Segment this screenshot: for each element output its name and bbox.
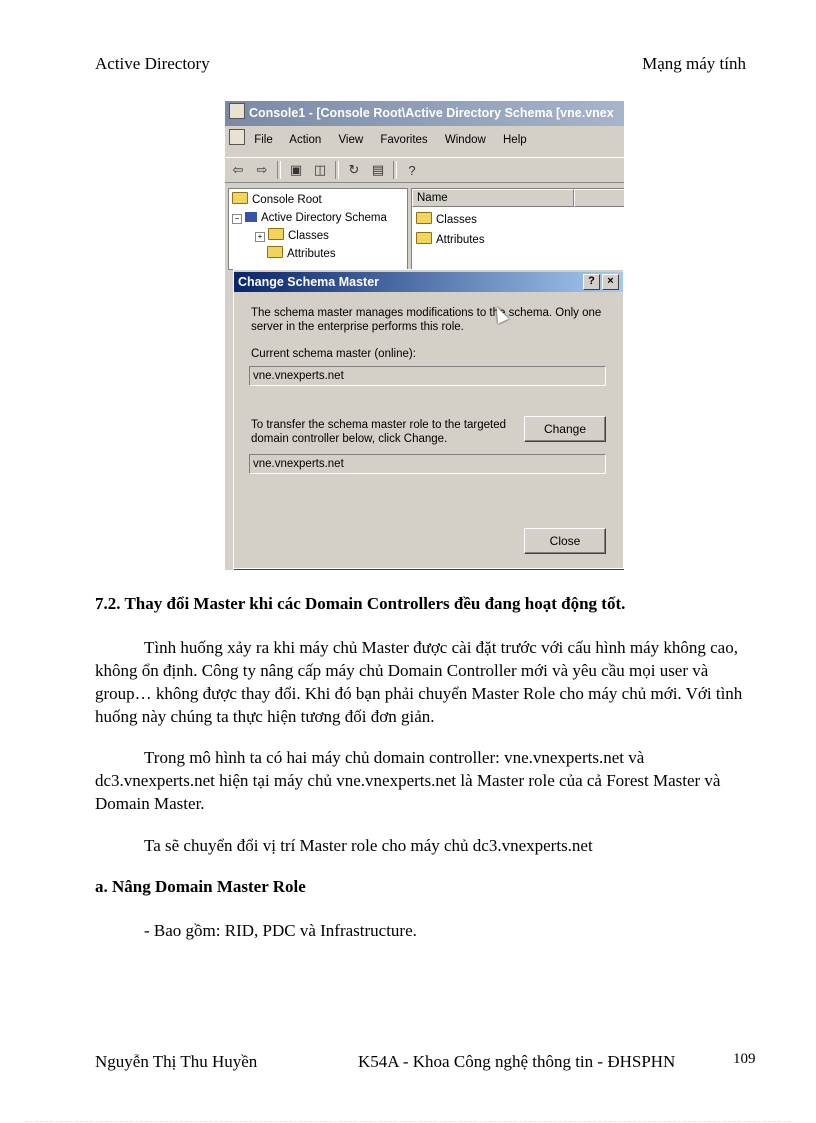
tree-item-schema[interactable]: − Active Directory Schema <box>232 209 387 227</box>
menu-file[interactable]: File <box>254 134 273 146</box>
header-left: Active Directory <box>95 54 210 73</box>
paragraph-3: Ta sẽ chuyển đổi vị trí Master role cho máy chủ dc3.vnexperts.net <box>144 836 593 855</box>
toolbar-separator <box>335 161 339 179</box>
current-master-label: Current schema master (online): <box>251 348 416 360</box>
section-heading: 7.2. Thay đổi Master khi các Domain Controllers đều đang hoạt động tốt. <box>95 594 626 613</box>
folder-icon <box>416 212 432 224</box>
console-icon <box>229 103 245 119</box>
back-arrow-icon[interactable]: ⇦ <box>232 162 244 177</box>
column-empty[interactable] <box>574 189 624 207</box>
current-master-field[interactable]: vne.vnexperts.net <box>249 366 606 386</box>
header-right: Mạng máy tính <box>642 54 746 73</box>
list-item-classes[interactable]: Classes <box>416 211 477 229</box>
paragraph-1: Tình huống xảy ra khi máy chủ Master được cài đặt trước với cấu hình máy không cao, không ổn định. Công ty nâng cấp máy chủ Domain Controller mới và yêu cầu mọi user và group… không được thay đổi. Khi đó bạn phải chuyển Master Role cho máy chủ mới. Với tình huống này chúng ta thực hiện tương đối đơn giản. <box>95 638 743 726</box>
menu-bar <box>225 129 624 151</box>
folder-icon <box>268 228 284 240</box>
close-button[interactable]: Close <box>524 528 606 554</box>
folder-icon <box>416 232 432 244</box>
tree-item-attributes[interactable]: Attributes <box>267 245 336 263</box>
target-master-field[interactable]: vne.vnexperts.net <box>249 454 606 474</box>
folder-icon <box>232 192 248 204</box>
toolbar-separator <box>393 161 397 179</box>
close-x-button[interactable]: × <box>602 274 619 290</box>
export-list-icon[interactable]: ▤ <box>371 162 385 177</box>
bullet-item: - Bao gồm: RID, PDC và Infrastructure. <box>144 921 417 940</box>
paragraph-2: Trong mô hình ta có hai máy chủ domain controller: vne.vnexperts.net và dc3.vnexperts.net hiện tại máy chủ vne.vnexperts.net là Master role của cả Forest Master và Domain Master. <box>95 748 721 813</box>
transfer-text-1: To transfer the schema master role to the targeted <box>251 419 507 431</box>
folder-icon <box>267 246 283 258</box>
menu-view[interactable]: View <box>338 134 364 146</box>
expand-icon[interactable]: + <box>255 232 265 242</box>
tree-item-classes[interactable]: + Classes <box>255 227 329 245</box>
collapse-icon[interactable]: − <box>232 214 242 224</box>
dialog-description-1: The schema master manages modifications to the schema. Only one <box>251 307 602 319</box>
page-number: 109 <box>733 1051 756 1067</box>
up-folder-icon[interactable]: ▣ <box>289 162 303 177</box>
menu-window[interactable]: Window <box>444 134 486 146</box>
list-item-attributes[interactable]: Attributes <box>416 231 485 249</box>
menu-action[interactable]: Action <box>289 134 322 146</box>
column-name[interactable]: Name <box>412 189 574 207</box>
schema-icon <box>245 212 257 222</box>
console-tree <box>228 188 408 270</box>
dialog-title: Change Schema Master <box>234 272 623 292</box>
tree-item-console-root[interactable]: Console Root <box>232 191 322 209</box>
dialog-title-buttons <box>583 274 619 290</box>
forward-arrow-icon[interactable]: ⇨ <box>256 162 268 177</box>
help-question-button[interactable]: ? <box>583 274 600 290</box>
menu-favorites[interactable]: Favorites <box>380 134 428 146</box>
toolbar-separator <box>277 161 281 179</box>
transfer-text-2: domain controller below, click Change. <box>251 433 448 445</box>
footer-course: K54A - Khoa Công nghệ thông tin - ĐHSPHN <box>358 1052 676 1071</box>
console-menu-icon <box>229 129 245 145</box>
menu-help[interactable]: Help <box>503 134 527 146</box>
details-list <box>411 188 624 270</box>
change-schema-master-dialog <box>233 269 624 569</box>
refresh-icon[interactable]: ↻ <box>348 162 360 177</box>
list-header <box>412 189 624 207</box>
page-bottom-rule <box>25 1121 791 1122</box>
subheading: a. Nâng Domain Master Role <box>95 877 306 896</box>
window-titlebar <box>225 101 624 126</box>
help-icon[interactable]: ? <box>408 162 416 178</box>
toolbar <box>225 157 624 183</box>
footer-author: Nguyễn Thị Thu Huyền <box>95 1052 258 1071</box>
show-tree-icon[interactable]: ◫ <box>313 162 327 177</box>
dialog-description-2: server in the enterprise performs this role. <box>251 321 464 333</box>
change-button[interactable]: Change <box>524 416 606 442</box>
screenshot-figure <box>225 101 624 570</box>
window-title: Console1 - [Console Root\Active Directory Schema [vne.vnex <box>249 106 614 120</box>
